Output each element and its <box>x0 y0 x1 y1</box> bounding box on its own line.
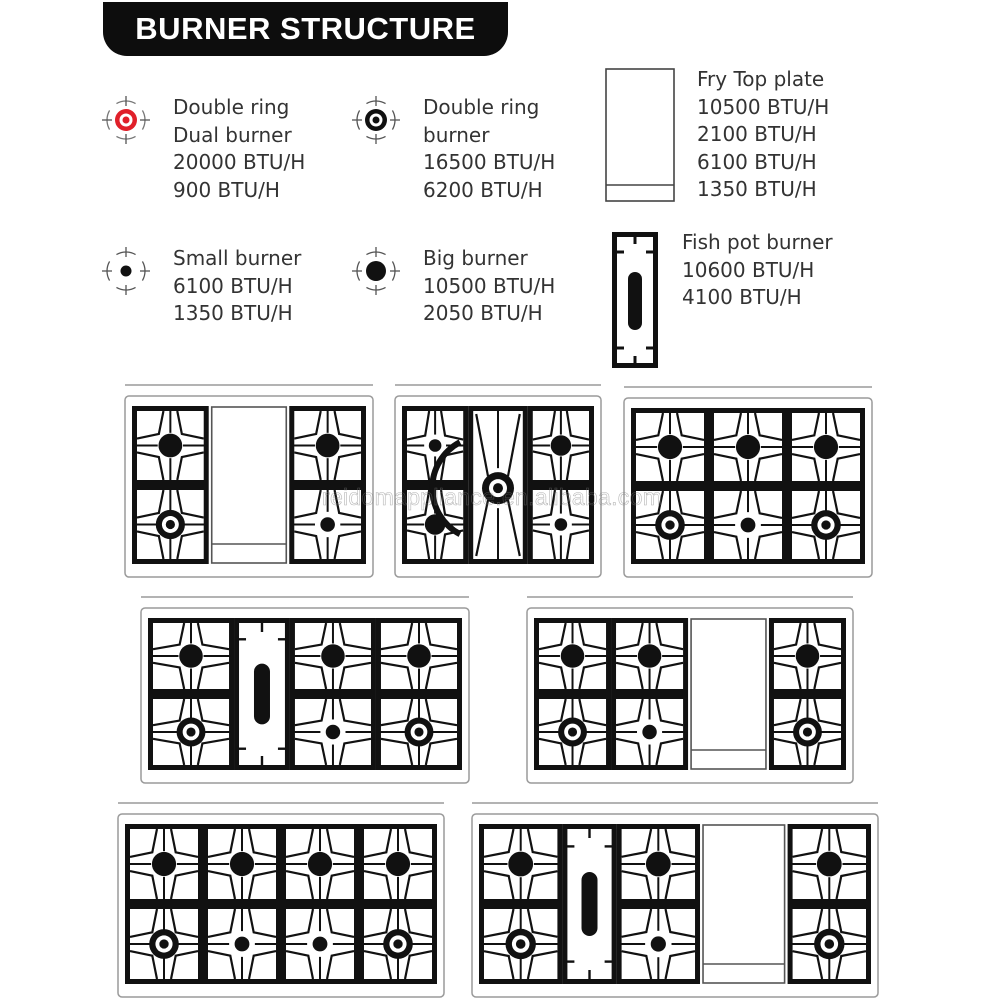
legend-line: 20000 BTU/H <box>173 150 306 174</box>
legend-dual-burner-text <box>173 94 305 204</box>
double-burner-cell <box>378 697 459 768</box>
small-burner <box>235 937 250 952</box>
big-burner-cell <box>292 621 373 692</box>
legend-line: 10500 BTU/H <box>423 273 556 298</box>
small-burner <box>313 937 328 952</box>
small-burner-cell <box>206 907 279 982</box>
range-config-2 <box>394 384 602 578</box>
double-burner-cell <box>135 488 207 562</box>
big-burner <box>736 435 760 459</box>
fish-pot-burner-slot <box>582 872 598 936</box>
small-burner <box>555 518 568 531</box>
big-burner-cell <box>292 409 364 483</box>
range-config-3 <box>623 386 873 578</box>
big-burner-cell <box>362 827 435 902</box>
fish-pot-burner <box>237 621 288 768</box>
title-banner <box>103 2 508 56</box>
big-burner <box>230 852 254 876</box>
big-burner-cell <box>614 621 686 692</box>
legend-small-burner-text <box>173 245 301 328</box>
legend-line: Fry Top plate <box>697 67 825 91</box>
fry-top-plate <box>691 619 766 769</box>
big-burner-cell <box>790 411 863 484</box>
big-burner-cell <box>537 621 609 692</box>
fish-pot-burner-slot <box>254 664 270 725</box>
fry-top-plate-icon <box>605 68 675 202</box>
legend-line: 10500 BTU/H <box>697 94 830 119</box>
double-burner-cell <box>771 697 843 768</box>
legend-line: Dual burner <box>173 122 292 147</box>
small-burner-cell <box>619 907 697 982</box>
double-burner-cell <box>128 907 201 982</box>
legend-line: 6100 BTU/H <box>173 273 293 298</box>
range-config-1 <box>124 384 374 578</box>
big-burner <box>796 644 820 668</box>
legend-double-ring-text <box>423 94 555 204</box>
legend-line: burner <box>423 122 490 147</box>
double-burner-cell <box>634 489 707 562</box>
small-burner <box>642 725 656 739</box>
big-burner-cell <box>206 827 279 902</box>
big-burner-cell <box>284 827 357 902</box>
double-burner-cell <box>790 907 868 982</box>
legend-line: Fish pot burner <box>682 230 833 254</box>
legend-fry-top-text <box>697 66 829 204</box>
big-burner <box>814 435 838 459</box>
legend-fish-pot-text <box>682 229 833 312</box>
legend-line: 2100 BTU/H <box>697 122 817 146</box>
big-burner-cell <box>135 409 207 483</box>
legend-line: 6200 BTU/H <box>423 177 543 202</box>
double-burner-cell <box>151 697 232 768</box>
big-burner-icon <box>350 245 402 297</box>
range-config-7 <box>471 802 879 998</box>
big-burner-cell <box>151 621 232 692</box>
big-burner-cell <box>378 621 459 692</box>
big-burner-cell <box>634 411 707 484</box>
big-burner <box>407 644 431 668</box>
double-ring-burner-icon <box>350 94 402 146</box>
small-burner-cell <box>292 488 364 562</box>
double-burner-cell <box>790 489 863 562</box>
page-title: BURNER STRUCTURE <box>135 11 476 46</box>
double-burner-cell <box>537 697 609 768</box>
big-burner-cell <box>128 827 201 902</box>
big-burner-cell <box>530 409 591 483</box>
small-burner <box>326 725 340 739</box>
big-burner <box>152 852 176 876</box>
big-burner-cell <box>790 827 868 902</box>
small-burner-icon <box>100 245 152 297</box>
small-burner-cell <box>530 488 591 562</box>
legend-line: 900 BTU/H <box>173 177 280 202</box>
big-burner <box>179 644 203 668</box>
big-burner <box>646 852 671 877</box>
legend-line: 2050 BTU/H <box>423 301 543 325</box>
small-burner <box>741 518 756 533</box>
legend-line: 4100 BTU/H <box>682 285 802 309</box>
small-burner-cell <box>614 697 686 768</box>
big-burner-cell <box>712 411 785 484</box>
big-burner <box>817 852 842 877</box>
small-burner-cell <box>292 697 373 768</box>
dual-ring-burner-icon <box>100 94 152 146</box>
fry-top-plate <box>212 407 287 563</box>
fish-pot-burner <box>565 827 614 982</box>
double-burner-cell <box>482 907 560 982</box>
double-burner-cell <box>362 907 435 982</box>
legend-line: 6100 BTU/H <box>697 149 817 174</box>
big-burner <box>551 435 572 456</box>
big-burner-cell <box>771 621 843 692</box>
fish-pot-burner-icon <box>612 232 658 368</box>
small-burner <box>429 439 442 452</box>
range-config-5 <box>526 596 854 784</box>
fry-top-plate <box>703 825 785 983</box>
small-burner-cell <box>712 489 785 562</box>
big-burner-cell <box>619 827 697 902</box>
big-burner <box>321 644 345 668</box>
big-burner <box>658 435 682 459</box>
legend-line: Double ring <box>173 95 290 119</box>
big-burner <box>561 644 585 668</box>
legend-big-burner-text <box>423 245 555 328</box>
big-burner <box>308 852 332 876</box>
big-burner <box>316 434 340 458</box>
legend-line: 1350 BTU/H <box>697 177 817 201</box>
big-burner <box>158 434 182 458</box>
range-config-6 <box>117 802 445 998</box>
legend-line: 1350 BTU/H <box>173 301 293 325</box>
small-burner-cell <box>284 907 357 982</box>
legend-line: Double ring <box>423 95 540 119</box>
small-burner <box>651 936 666 951</box>
legend-line: Small burner <box>173 246 302 270</box>
big-burner <box>508 852 533 877</box>
legend-line: 10600 BTU/H <box>682 257 815 282</box>
big-burner <box>638 644 662 668</box>
legend-line: 16500 BTU/H <box>423 150 556 174</box>
big-burner-cell <box>482 827 560 902</box>
range-config-4 <box>140 596 470 784</box>
small-burner <box>320 517 335 532</box>
big-burner <box>386 852 410 876</box>
legend-line: Big burner <box>423 246 528 270</box>
